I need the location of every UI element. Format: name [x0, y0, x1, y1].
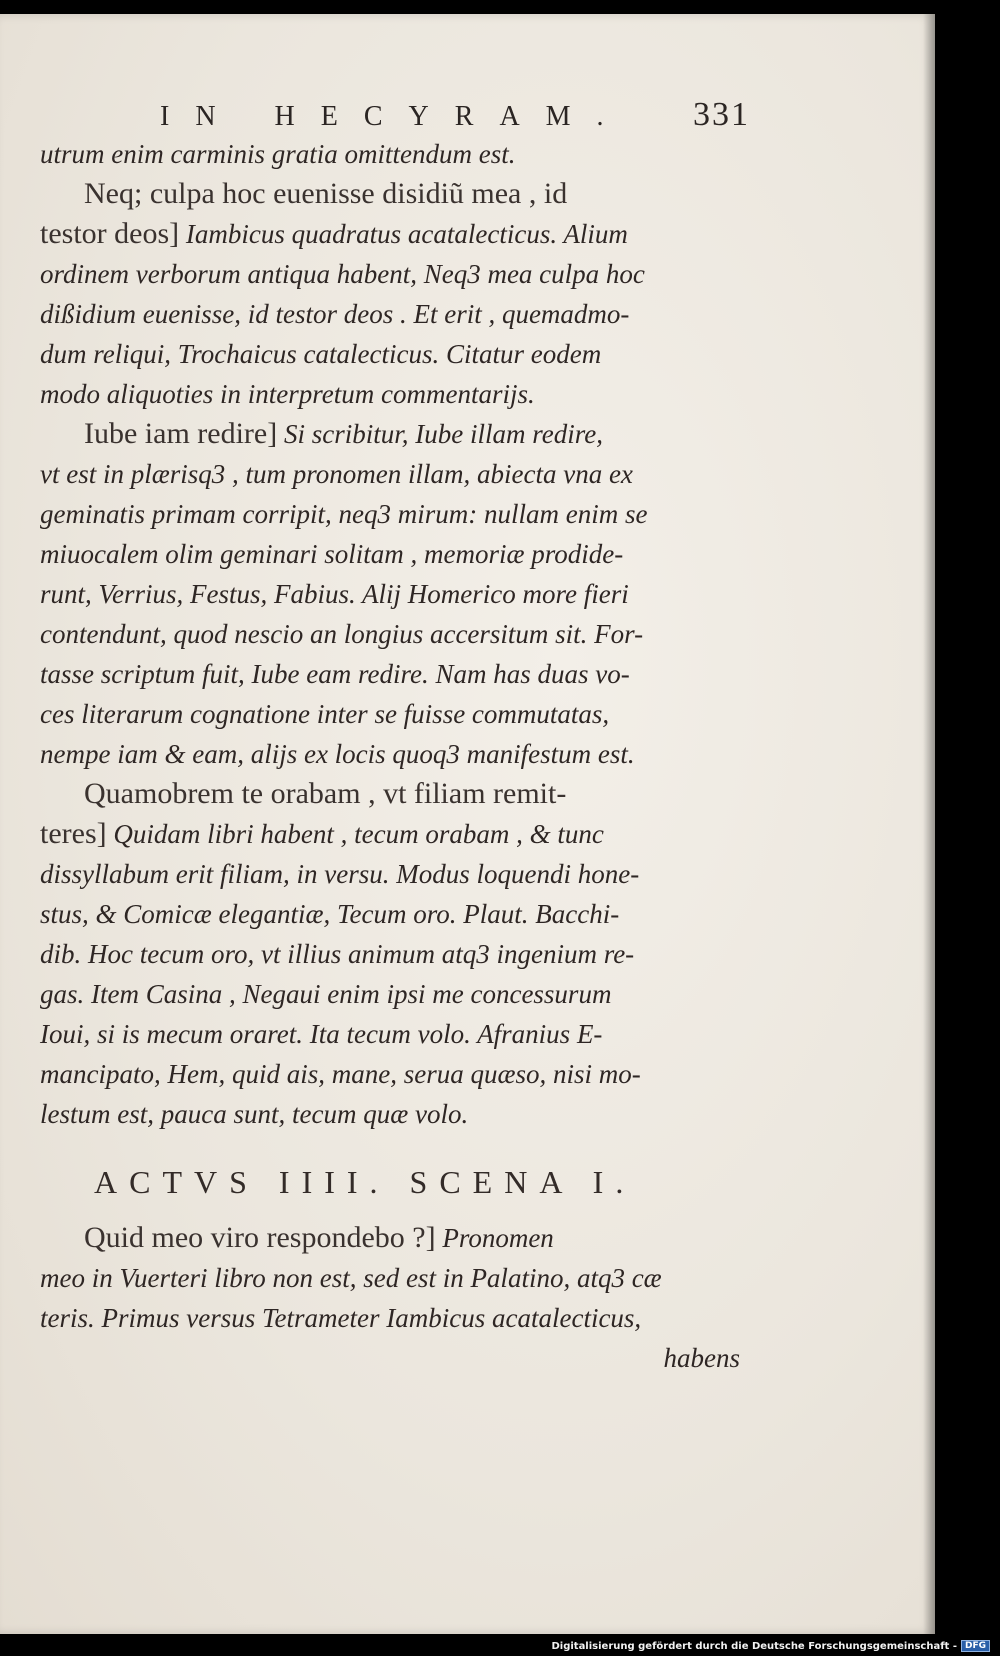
text-line: utrum enim carminis gratia omittendum est. [40, 139, 516, 169]
text-line: nempe iam & eam, alijs ex locis quoq3 manifestum est. [40, 739, 635, 769]
text-line: teres] Quidam libri habent , tecum orabam , & tunc [40, 817, 604, 850]
text-line: teris. Primus versus Tetrameter Iambicus acatalecticus, [40, 1303, 642, 1333]
text-line: stus, & Comicæ elegantiæ, Tecum oro. Plaut. Bacchi- [40, 899, 620, 929]
dfg-logo: DFG [961, 1640, 990, 1652]
text-line: ordinem verborum antiqua habent, Neq3 mea culpa hoc [40, 259, 645, 289]
text-line: mancipato, Hem, quid ais, mane, serua quæso, nisi mo- [40, 1059, 641, 1089]
lemma: teres] [40, 817, 107, 850]
book-page [0, 14, 935, 1634]
text-line: contendunt, quod nescio an longius accersitum sit. For- [40, 619, 644, 649]
text-line: geminatis primam corripit, neq3 mirum: nullam enim se [40, 499, 648, 529]
text-line: meo in Vuerteri libro non est, sed est in Palatino, atq3 cæ [40, 1263, 662, 1293]
lemma: Quid meo viro respondebo ?] [84, 1221, 436, 1254]
act-heading: ACTVS IIII. SCENA I. [94, 1164, 636, 1200]
text-line: Iube iam redire] Si scribitur, Iube illam redire, [84, 417, 603, 450]
text-line: Ioui, si is mecum oraret. Ita tecum volo. Afranius E- [40, 1019, 603, 1049]
page-header [160, 96, 750, 134]
text-line: modo aliquoties in interpretum commentarijs. [40, 379, 535, 409]
text-line: dißidium euenisse, id testor deos . Et erit , quemadmo- [40, 299, 630, 329]
text-line: gas. Item Casina , Negaui enim ipsi me concessurum [40, 979, 612, 1009]
digitization-credit [547, 1638, 994, 1654]
text-line: Quid meo viro respondebo ?] Pronomen [84, 1221, 554, 1254]
text-line: lestum est, pauca sunt, tecum quæ volo. [40, 1099, 469, 1129]
running-title: IN HECYRAM. [160, 101, 630, 132]
credit-text: Digitalisierung gefördert durch die Deutsche Forschungsgemeinschaft - [551, 1640, 957, 1652]
text-line [40, 174, 740, 214]
page-number: 331 [693, 96, 750, 133]
text-line: testor deos] Iambicus quadratus acatalecticus. Alium [40, 217, 628, 250]
text-line: dum reliqui, Trochaicus catalecticus. Citatur eodem [40, 339, 602, 369]
lemma: Quamobrem te orabam , vt filiam remit- [84, 777, 567, 810]
text-line: tasse scriptum fuit, Iube eam redire. Nam has duas vo- [40, 659, 630, 689]
lemma: Neq; culpa hoc euenisse disidiũ mea , id [84, 177, 568, 210]
text-line: ces literarum cognatione inter se fuisse commutatas, [40, 699, 610, 729]
lemma: testor deos] [40, 217, 180, 250]
text-line: dissyllabum erit filiam, in versu. Modus loquendi hone- [40, 859, 640, 889]
text-line: miuocalem olim geminari solitam , memoriæ prodide- [40, 539, 624, 569]
text-line: runt, Verrius, Festus, Fabius. Alij Homerico more fieri [40, 579, 629, 609]
text-line: vt est in plærisq3 , tum pronomen illam, abiecta vna ex [40, 459, 633, 489]
text-line [40, 774, 740, 814]
text-line: dib. Hoc tecum oro, vt illius animum atq3 ingenium re- [40, 939, 635, 969]
commentary-text [40, 134, 740, 1378]
lemma: Iube iam redire] [84, 417, 278, 450]
catchword: habens [663, 1343, 740, 1373]
